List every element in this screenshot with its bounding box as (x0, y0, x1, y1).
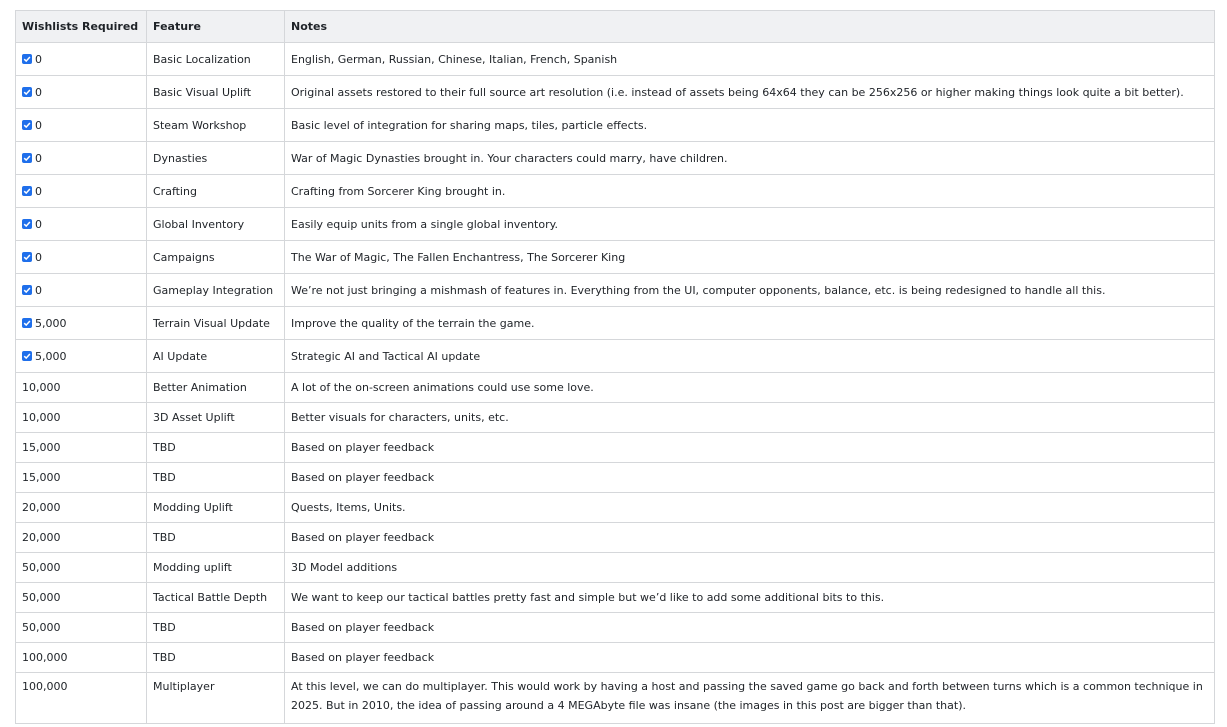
wishlists-cell (16, 553, 147, 583)
wishlists-value: 50,000 (22, 591, 61, 604)
wishlists-value: 0 (35, 184, 42, 198)
wishlists-cell (16, 142, 147, 175)
table-row (16, 109, 1215, 142)
table-row (16, 175, 1215, 208)
table-body (16, 43, 1215, 724)
checkmark-icon (22, 351, 32, 361)
wishlists-cell (16, 583, 147, 613)
table-row (16, 43, 1215, 76)
notes-cell: Better visuals for characters, units, etc. (285, 403, 1215, 433)
wishlists-cell (16, 43, 147, 76)
wishlists-value: 100,000 (22, 680, 68, 693)
wishlists-value: 0 (35, 217, 42, 231)
wishlists-value: 0 (35, 250, 42, 264)
header-feature: Feature (147, 11, 285, 43)
checkmark-icon (22, 252, 32, 262)
table-row (16, 583, 1215, 613)
table-row (16, 307, 1215, 340)
feature-cell: Steam Workshop (147, 109, 285, 142)
table-row (16, 613, 1215, 643)
wishlists-value: 50,000 (22, 561, 61, 574)
wishlists-value: 0 (35, 85, 42, 99)
feature-cell: TBD (147, 643, 285, 673)
wishlists-cell (16, 208, 147, 241)
table-row (16, 274, 1215, 307)
checkmark-icon (22, 186, 32, 196)
feature-cell: Tactical Battle Depth (147, 583, 285, 613)
notes-cell: Based on player feedback (285, 523, 1215, 553)
feature-cell: 3D Asset Uplift (147, 403, 285, 433)
wishlists-cell (16, 463, 147, 493)
table-row (16, 76, 1215, 109)
wishlists-value: 0 (35, 283, 42, 297)
checkmark-icon (22, 87, 32, 97)
feature-cell: TBD (147, 463, 285, 493)
wishlists-cell (16, 643, 147, 673)
notes-cell: Improve the quality of the terrain the game. (285, 307, 1215, 340)
wishlists-cell (16, 433, 147, 463)
table-row (16, 523, 1215, 553)
feature-cell: Basic Localization (147, 43, 285, 76)
checkmark-icon (22, 54, 32, 64)
table-row (16, 553, 1215, 583)
notes-cell: Based on player feedback (285, 463, 1215, 493)
checkmark-icon (22, 120, 32, 130)
checkmark-icon (22, 153, 32, 163)
wishlists-cell (16, 274, 147, 307)
wishlists-value: 100,000 (22, 651, 68, 664)
checkmark-icon (22, 219, 32, 229)
wishlists-cell (16, 307, 147, 340)
table-row (16, 463, 1215, 493)
wishlists-cell (16, 493, 147, 523)
feature-cell: TBD (147, 523, 285, 553)
feature-cell: AI Update (147, 340, 285, 373)
wishlists-value: 10,000 (22, 381, 61, 394)
notes-cell: 3D Model additions (285, 553, 1215, 583)
wishlist-roadmap-table (15, 10, 1215, 724)
table-row (16, 208, 1215, 241)
feature-cell: Crafting (147, 175, 285, 208)
feature-cell: TBD (147, 433, 285, 463)
feature-cell: Basic Visual Uplift (147, 76, 285, 109)
feature-cell: Multiplayer (147, 673, 285, 724)
feature-cell: Campaigns (147, 241, 285, 274)
wishlists-cell (16, 403, 147, 433)
notes-cell: Easily equip units from a single global inventory. (285, 208, 1215, 241)
wishlists-cell (16, 109, 147, 142)
table-row (16, 403, 1215, 433)
table-row (16, 340, 1215, 373)
wishlists-value: 5,000 (35, 349, 67, 363)
header-wishlists-required: Wishlists Required (16, 11, 147, 43)
wishlists-value: 15,000 (22, 471, 61, 484)
header-notes: Notes (285, 11, 1215, 43)
wishlists-cell (16, 241, 147, 274)
table-row (16, 373, 1215, 403)
feature-cell: TBD (147, 613, 285, 643)
table-row (16, 241, 1215, 274)
notes-cell: Strategic AI and Tactical AI update (285, 340, 1215, 373)
wishlists-cell (16, 76, 147, 109)
notes-cell: At this level, we can do multiplayer. This would work by having a host and passing the saved game go back and forth between turns which is a common technique in 2025. But in 2010, the idea of passing around a 4 MEGAbyte file was insane (the images in this post are bigger than that). (285, 673, 1215, 724)
wishlists-value: 0 (35, 52, 42, 66)
notes-cell: Quests, Items, Units. (285, 493, 1215, 523)
table-row (16, 493, 1215, 523)
notes-cell: The War of Magic, The Fallen Enchantress, The Sorcerer King (285, 241, 1215, 274)
wishlists-value: 50,000 (22, 621, 61, 634)
notes-cell: Basic level of integration for sharing maps, tiles, particle effects. (285, 109, 1215, 142)
checkmark-icon (22, 285, 32, 295)
feature-cell: Gameplay Integration (147, 274, 285, 307)
wishlists-cell (16, 340, 147, 373)
feature-cell: Better Animation (147, 373, 285, 403)
notes-cell: Based on player feedback (285, 613, 1215, 643)
feature-cell: Dynasties (147, 142, 285, 175)
notes-cell: Crafting from Sorcerer King brought in. (285, 175, 1215, 208)
wishlists-value: 0 (35, 118, 42, 132)
feature-cell: Modding uplift (147, 553, 285, 583)
notes-cell: We want to keep our tactical battles pretty fast and simple but we’d like to add some additional bits to this. (285, 583, 1215, 613)
wishlists-value: 20,000 (22, 501, 61, 514)
feature-cell: Modding Uplift (147, 493, 285, 523)
wishlists-cell (16, 673, 147, 724)
roadmap-table-container (15, 10, 1214, 724)
wishlists-cell (16, 175, 147, 208)
wishlists-value: 15,000 (22, 441, 61, 454)
feature-cell: Global Inventory (147, 208, 285, 241)
table-row (16, 673, 1215, 724)
table-row (16, 142, 1215, 175)
checkmark-icon (22, 318, 32, 328)
wishlists-value: 5,000 (35, 316, 67, 330)
notes-cell: A lot of the on-screen animations could use some love. (285, 373, 1215, 403)
wishlists-cell (16, 523, 147, 553)
notes-cell: Original assets restored to their full source art resolution (i.e. instead of assets being 64x64 they can be 256x256 or higher making things look quite a bit better). (285, 76, 1215, 109)
notes-cell: We’re not just bringing a mishmash of features in. Everything from the UI, computer opponents, balance, etc. is being redesigned to handle all this. (285, 274, 1215, 307)
feature-cell: Terrain Visual Update (147, 307, 285, 340)
table-row (16, 433, 1215, 463)
notes-cell: Based on player feedback (285, 433, 1215, 463)
wishlists-cell (16, 613, 147, 643)
wishlists-cell (16, 373, 147, 403)
notes-cell: Based on player feedback (285, 643, 1215, 673)
wishlists-value: 20,000 (22, 531, 61, 544)
wishlists-value: 0 (35, 151, 42, 165)
notes-cell: War of Magic Dynasties brought in. Your characters could marry, have children. (285, 142, 1215, 175)
notes-cell: English, German, Russian, Chinese, Italian, French, Spanish (285, 43, 1215, 76)
table-header-row (16, 11, 1215, 43)
wishlists-value: 10,000 (22, 411, 61, 424)
table-row (16, 643, 1215, 673)
